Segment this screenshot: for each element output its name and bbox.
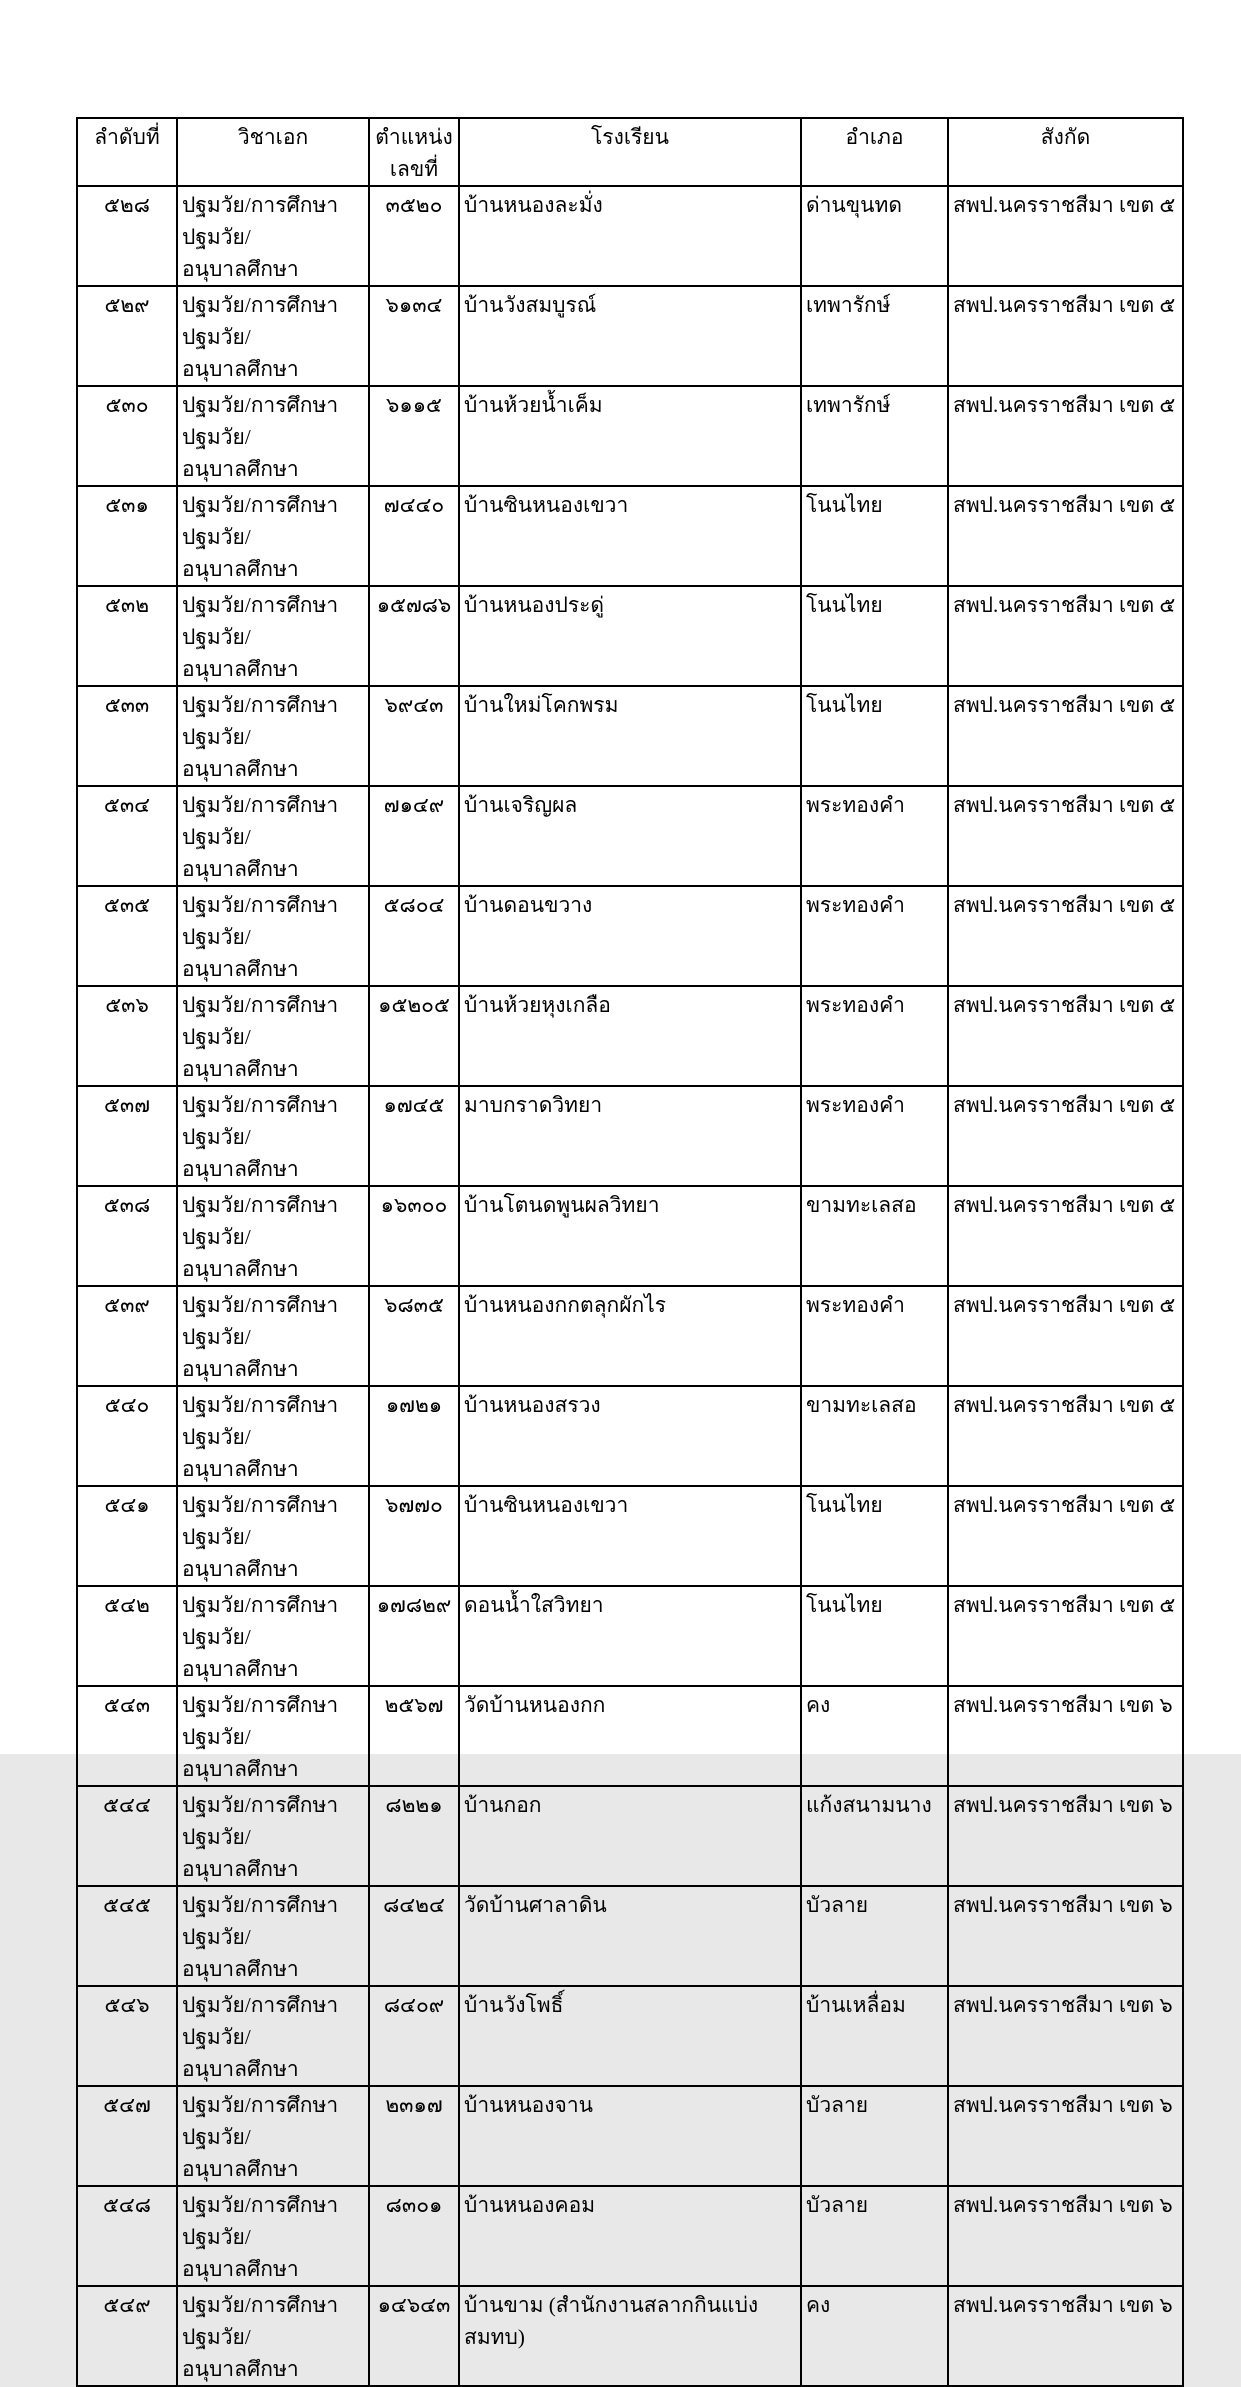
major-line: ปฐมวัย/การศึกษาปฐมวัย/ xyxy=(182,493,339,549)
school-cell: บ้านหนองจาน xyxy=(459,2086,801,2186)
table-row xyxy=(77,1386,1183,1486)
major-line: ปฐมวัย/การศึกษาปฐมวัย/ xyxy=(182,793,339,849)
position-number-cell: ๖๗๗๐ xyxy=(369,1486,459,1586)
table-row xyxy=(77,986,1183,1086)
affiliation-cell: สพป.นครราชสีมา เขต ๕ xyxy=(948,686,1183,786)
major-line: อนุบาลศึกษา xyxy=(182,257,299,281)
row-number-cell: ๕๔๙ xyxy=(77,2286,177,2386)
position-number-cell: ๖๑๑๕ xyxy=(369,386,459,486)
position-number-cell: ๘๒๒๑ xyxy=(369,1786,459,1886)
row-number-cell: ๕๔๘ xyxy=(77,2186,177,2286)
major-line: ปฐมวัย/การศึกษาปฐมวัย/ xyxy=(182,1793,339,1849)
major-cell xyxy=(177,886,369,986)
major-line: ปฐมวัย/การศึกษาปฐมวัย/ xyxy=(182,593,339,649)
affiliation-cell: สพป.นครราชสีมา เขต ๖ xyxy=(948,2086,1183,2186)
major-line: ปฐมวัย/การศึกษาปฐมวัย/ xyxy=(182,2293,339,2349)
major-line: อนุบาลศึกษา xyxy=(182,357,299,381)
table-row xyxy=(77,1586,1183,1686)
column-header-major: วิชาเอก xyxy=(177,118,369,186)
major-line: ปฐมวัย/การศึกษาปฐมวัย/ xyxy=(182,693,339,749)
table-row xyxy=(77,1286,1183,1386)
position-number-cell: ๒๓๑๗ xyxy=(369,2086,459,2186)
major-line: อนุบาลศึกษา xyxy=(182,857,299,881)
major-line: ปฐมวัย/การศึกษาปฐมวัย/ xyxy=(182,1893,339,1949)
column-header-no: ลำดับที่ xyxy=(77,118,177,186)
row-number-cell: ๕๔๐ xyxy=(77,1386,177,1486)
school-cell: วัดบ้านหนองกก xyxy=(459,1686,801,1786)
affiliation-cell: สพป.นครราชสีมา เขต ๕ xyxy=(948,1286,1183,1386)
school-cell: บ้านหนองสรวง xyxy=(459,1386,801,1486)
major-line: ปฐมวัย/การศึกษาปฐมวัย/ xyxy=(182,293,339,349)
major-line: อนุบาลศึกษา xyxy=(182,757,299,781)
school-cell: บ้านหนองละมั่ง xyxy=(459,186,801,286)
school-cell: บ้านวังโพธิ์ xyxy=(459,1986,801,2086)
position-number-cell: ๖๘๓๕ xyxy=(369,1286,459,1386)
affiliation-cell: สพป.นครราชสีมา เขต ๖ xyxy=(948,1686,1183,1786)
affiliation-cell: สพป.นครราชสีมา เขต ๕ xyxy=(948,586,1183,686)
major-line: ปฐมวัย/การศึกษาปฐมวัย/ xyxy=(182,1193,339,1249)
major-line: อนุบาลศึกษา xyxy=(182,1657,299,1681)
school-cell: บ้านโตนดพูนผลวิทยา xyxy=(459,1186,801,1286)
affiliation-cell: สพป.นครราชสีมา เขต ๖ xyxy=(948,1886,1183,1986)
major-line: อนุบาลศึกษา xyxy=(182,1857,299,1881)
position-number-cell: ๖๙๔๓ xyxy=(369,686,459,786)
school-cell: บ้านเจริญผล xyxy=(459,786,801,886)
affiliation-cell: สพป.นครราชสีมา เขต ๖ xyxy=(948,2186,1183,2286)
table-row xyxy=(77,1886,1183,1986)
position-number-cell: ๘๓๐๑ xyxy=(369,2186,459,2286)
district-cell: คง xyxy=(801,1686,948,1786)
district-cell: เทพารักษ์ xyxy=(801,386,948,486)
major-cell xyxy=(177,386,369,486)
row-number-cell: ๕๔๓ xyxy=(77,1686,177,1786)
major-cell xyxy=(177,2086,369,2186)
district-cell: พระทองคำ xyxy=(801,986,948,1086)
affiliation-cell: สพป.นครราชสีมา เขต ๕ xyxy=(948,186,1183,286)
district-cell: โนนไทย xyxy=(801,486,948,586)
major-line: ปฐมวัย/การศึกษาปฐมวัย/ xyxy=(182,393,339,449)
position-number-cell: ๑๖๓๐๐ xyxy=(369,1186,459,1286)
table-row xyxy=(77,786,1183,886)
school-cell: บ้านหนองประดู่ xyxy=(459,586,801,686)
table-body xyxy=(77,186,1183,2386)
table-row xyxy=(77,886,1183,986)
school-cell: บ้านกอก xyxy=(459,1786,801,1886)
row-number-cell: ๕๓๑ xyxy=(77,486,177,586)
major-line: อนุบาลศึกษา xyxy=(182,957,299,981)
table-row xyxy=(77,1686,1183,1786)
district-cell: โนนไทย xyxy=(801,686,948,786)
affiliation-cell: สพป.นครราชสีมา เขต ๕ xyxy=(948,1386,1183,1486)
school-cell: มาบกราดวิทยา xyxy=(459,1086,801,1186)
position-number-cell: ๑๔๖๔๓ xyxy=(369,2286,459,2386)
position-number-cell: ๑๗๘๒๙ xyxy=(369,1586,459,1686)
school-cell: บ้านขาม (สำนักงานสลากกินแบ่งสมทบ) xyxy=(459,2286,801,2386)
affiliation-cell: สพป.นครราชสีมา เขต ๕ xyxy=(948,286,1183,386)
major-line: อนุบาลศึกษา xyxy=(182,2357,299,2381)
district-cell: ขามทะเลสอ xyxy=(801,1386,948,1486)
major-cell xyxy=(177,986,369,1086)
major-line: ปฐมวัย/การศึกษาปฐมวัย/ xyxy=(182,1093,339,1149)
district-cell: เทพารักษ์ xyxy=(801,286,948,386)
major-line: อนุบาลศึกษา xyxy=(182,2057,299,2081)
position-number-cell: ๗๔๔๐ xyxy=(369,486,459,586)
school-cell: บ้านหนองคอม xyxy=(459,2186,801,2286)
row-number-cell: ๕๔๕ xyxy=(77,1886,177,1986)
row-number-cell: ๕๓๕ xyxy=(77,886,177,986)
affiliation-cell: สพป.นครราชสีมา เขต ๖ xyxy=(948,1786,1183,1886)
affiliation-cell: สพป.นครราชสีมา เขต ๕ xyxy=(948,1086,1183,1186)
major-line: ปฐมวัย/การศึกษาปฐมวัย/ xyxy=(182,1293,339,1349)
school-cell: บ้านใหม่โคกพรม xyxy=(459,686,801,786)
major-line: อนุบาลศึกษา xyxy=(182,1357,299,1381)
major-cell xyxy=(177,1886,369,1986)
affiliation-cell: สพป.นครราชสีมา เขต ๕ xyxy=(948,1586,1183,1686)
row-number-cell: ๕๓๙ xyxy=(77,1286,177,1386)
district-cell: บ้านเหลื่อม xyxy=(801,1986,948,2086)
position-number-cell: ๑๕๗๘๖ xyxy=(369,586,459,686)
table-row xyxy=(77,2086,1183,2186)
district-cell: โนนไทย xyxy=(801,1486,948,1586)
table-row xyxy=(77,586,1183,686)
affiliation-cell: สพป.นครราชสีมา เขต ๖ xyxy=(948,2286,1183,2386)
column-header-affiliation: สังกัด xyxy=(948,118,1183,186)
row-number-cell: ๕๔๑ xyxy=(77,1486,177,1586)
column-header-school: โรงเรียน xyxy=(459,118,801,186)
affiliation-cell: สพป.นครราชสีมา เขต ๕ xyxy=(948,1186,1183,1286)
affiliation-cell: สพป.นครราชสีมา เขต ๕ xyxy=(948,986,1183,1086)
table-row xyxy=(77,186,1183,286)
table-row xyxy=(77,1986,1183,2086)
major-line: อนุบาลศึกษา xyxy=(182,1557,299,1581)
column-header-district: อำเภอ xyxy=(801,118,948,186)
table-row xyxy=(77,2286,1183,2386)
major-cell xyxy=(177,1586,369,1686)
major-line: ปฐมวัย/การศึกษาปฐมวัย/ xyxy=(182,2193,339,2249)
table-row xyxy=(77,386,1183,486)
affiliation-cell: สพป.นครราชสีมา เขต ๕ xyxy=(948,1486,1183,1586)
major-line: อนุบาลศึกษา xyxy=(182,557,299,581)
table-row xyxy=(77,1186,1183,1286)
row-number-cell: ๕๓๖ xyxy=(77,986,177,1086)
major-cell xyxy=(177,1986,369,2086)
major-cell xyxy=(177,186,369,286)
major-line: อนุบาลศึกษา xyxy=(182,1257,299,1281)
district-cell: โนนไทย xyxy=(801,1586,948,1686)
column-header-position xyxy=(369,118,459,186)
affiliation-cell: สพป.นครราชสีมา เขต ๖ xyxy=(948,1986,1183,2086)
major-cell xyxy=(177,2286,369,2386)
major-cell xyxy=(177,1686,369,1786)
school-cell: บ้านวังสมบูรณ์ xyxy=(459,286,801,386)
major-line: อนุบาลศึกษา xyxy=(182,657,299,681)
row-number-cell: ๕๓๘ xyxy=(77,1186,177,1286)
position-number-cell: ๖๑๓๔ xyxy=(369,286,459,386)
major-cell xyxy=(177,1486,369,1586)
major-line: อนุบาลศึกษา xyxy=(182,1057,299,1081)
major-cell xyxy=(177,686,369,786)
affiliation-cell: สพป.นครราชสีมา เขต ๕ xyxy=(948,486,1183,586)
district-cell: พระทองคำ xyxy=(801,1286,948,1386)
position-number-cell: ๒๕๖๗ xyxy=(369,1686,459,1786)
major-line: ปฐมวัย/การศึกษาปฐมวัย/ xyxy=(182,1393,339,1449)
major-cell xyxy=(177,1286,369,1386)
position-number-cell: ๗๑๔๙ xyxy=(369,786,459,886)
major-cell xyxy=(177,786,369,886)
major-line: อนุบาลศึกษา xyxy=(182,1457,299,1481)
major-line: ปฐมวัย/การศึกษาปฐมวัย/ xyxy=(182,1993,339,2049)
affiliation-cell: สพป.นครราชสีมา เขต ๕ xyxy=(948,386,1183,486)
position-number-cell: ๑๗๒๑ xyxy=(369,1386,459,1486)
position-number-cell: ๑๕๒๐๕ xyxy=(369,986,459,1086)
column-header-position-line2: เลขที่ xyxy=(389,157,439,181)
table-row xyxy=(77,686,1183,786)
major-line: ปฐมวัย/การศึกษาปฐมวัย/ xyxy=(182,1493,339,1549)
major-line: อนุบาลศึกษา xyxy=(182,1957,299,1981)
school-cell: วัดบ้านศาลาดิน xyxy=(459,1886,801,1986)
district-cell: ขามทะเลสอ xyxy=(801,1186,948,1286)
row-number-cell: ๕๓๓ xyxy=(77,686,177,786)
position-number-cell: ๓๕๒๐ xyxy=(369,186,459,286)
district-cell: บัวลาย xyxy=(801,2186,948,2286)
major-line: อนุบาลศึกษา xyxy=(182,457,299,481)
school-cell: บ้านห้วยน้ำเค็ม xyxy=(459,386,801,486)
row-number-cell: ๕๓๔ xyxy=(77,786,177,886)
district-cell: คง xyxy=(801,2286,948,2386)
major-cell xyxy=(177,1186,369,1286)
position-number-cell: ๘๔๒๔ xyxy=(369,1886,459,1986)
row-number-cell: ๕๒๘ xyxy=(77,186,177,286)
row-number-cell: ๕๓๗ xyxy=(77,1086,177,1186)
major-line: ปฐมวัย/การศึกษาปฐมวัย/ xyxy=(182,893,339,949)
table-row xyxy=(77,2186,1183,2286)
major-line: ปฐมวัย/การศึกษาปฐมวัย/ xyxy=(182,993,339,1049)
district-cell: แก้งสนามนาง xyxy=(801,1786,948,1886)
school-cell: บ้านดอนขวาง xyxy=(459,886,801,986)
row-number-cell: ๕๒๙ xyxy=(77,286,177,386)
school-cell: บ้านซินหนองเขวา xyxy=(459,486,801,586)
row-number-cell: ๕๔๖ xyxy=(77,1986,177,2086)
school-cell: บ้านซินหนองเขวา xyxy=(459,1486,801,1586)
affiliation-cell: สพป.นครราชสีมา เขต ๕ xyxy=(948,786,1183,886)
major-line: ปฐมวัย/การศึกษาปฐมวัย/ xyxy=(182,1593,339,1649)
major-line: ปฐมวัย/การศึกษาปฐมวัย/ xyxy=(182,193,339,249)
row-number-cell: ๕๔๒ xyxy=(77,1586,177,1686)
row-number-cell: ๕๓๐ xyxy=(77,386,177,486)
table-row xyxy=(77,1086,1183,1186)
major-line: อนุบาลศึกษา xyxy=(182,1757,299,1781)
school-cell: ดอนน้ำใสวิทยา xyxy=(459,1586,801,1686)
district-cell: พระทองคำ xyxy=(801,1086,948,1186)
header-row xyxy=(77,118,1183,186)
position-number-cell: ๑๗๔๕ xyxy=(369,1086,459,1186)
major-cell xyxy=(177,286,369,386)
table-row xyxy=(77,1786,1183,1886)
major-cell xyxy=(177,1786,369,1886)
district-cell: บัวลาย xyxy=(801,2086,948,2186)
major-line: อนุบาลศึกษา xyxy=(182,2257,299,2281)
major-cell xyxy=(177,1386,369,1486)
major-line: อนุบาลศึกษา xyxy=(182,2157,299,2181)
district-cell: โนนไทย xyxy=(801,586,948,686)
position-number-cell: ๕๘๐๔ xyxy=(369,886,459,986)
major-cell xyxy=(177,1086,369,1186)
table-row xyxy=(77,1486,1183,1586)
teacher-position-table xyxy=(76,117,1184,2387)
district-cell: พระทองคำ xyxy=(801,886,948,986)
position-number-cell: ๘๔๐๙ xyxy=(369,1986,459,2086)
major-line: ปฐมวัย/การศึกษาปฐมวัย/ xyxy=(182,1693,339,1749)
table-row xyxy=(77,486,1183,586)
major-cell xyxy=(177,486,369,586)
affiliation-cell: สพป.นครราชสีมา เขต ๕ xyxy=(948,886,1183,986)
row-number-cell: ๕๓๒ xyxy=(77,586,177,686)
major-line: อนุบาลศึกษา xyxy=(182,1157,299,1181)
column-header-position-line1: ตำแหน่ง xyxy=(375,125,453,149)
row-number-cell: ๕๔๔ xyxy=(77,1786,177,1886)
district-cell: ด่านขุนทด xyxy=(801,186,948,286)
table-header xyxy=(77,118,1183,186)
school-cell: บ้านหนองกกตลุกผักไร xyxy=(459,1286,801,1386)
major-cell xyxy=(177,2186,369,2286)
school-cell: บ้านห้วยหุงเกลือ xyxy=(459,986,801,1086)
row-number-cell: ๕๔๗ xyxy=(77,2086,177,2186)
major-cell xyxy=(177,586,369,686)
major-line: ปฐมวัย/การศึกษาปฐมวัย/ xyxy=(182,2093,339,2149)
district-cell: พระทองคำ xyxy=(801,786,948,886)
table-row xyxy=(77,286,1183,386)
district-cell: บัวลาย xyxy=(801,1886,948,1986)
